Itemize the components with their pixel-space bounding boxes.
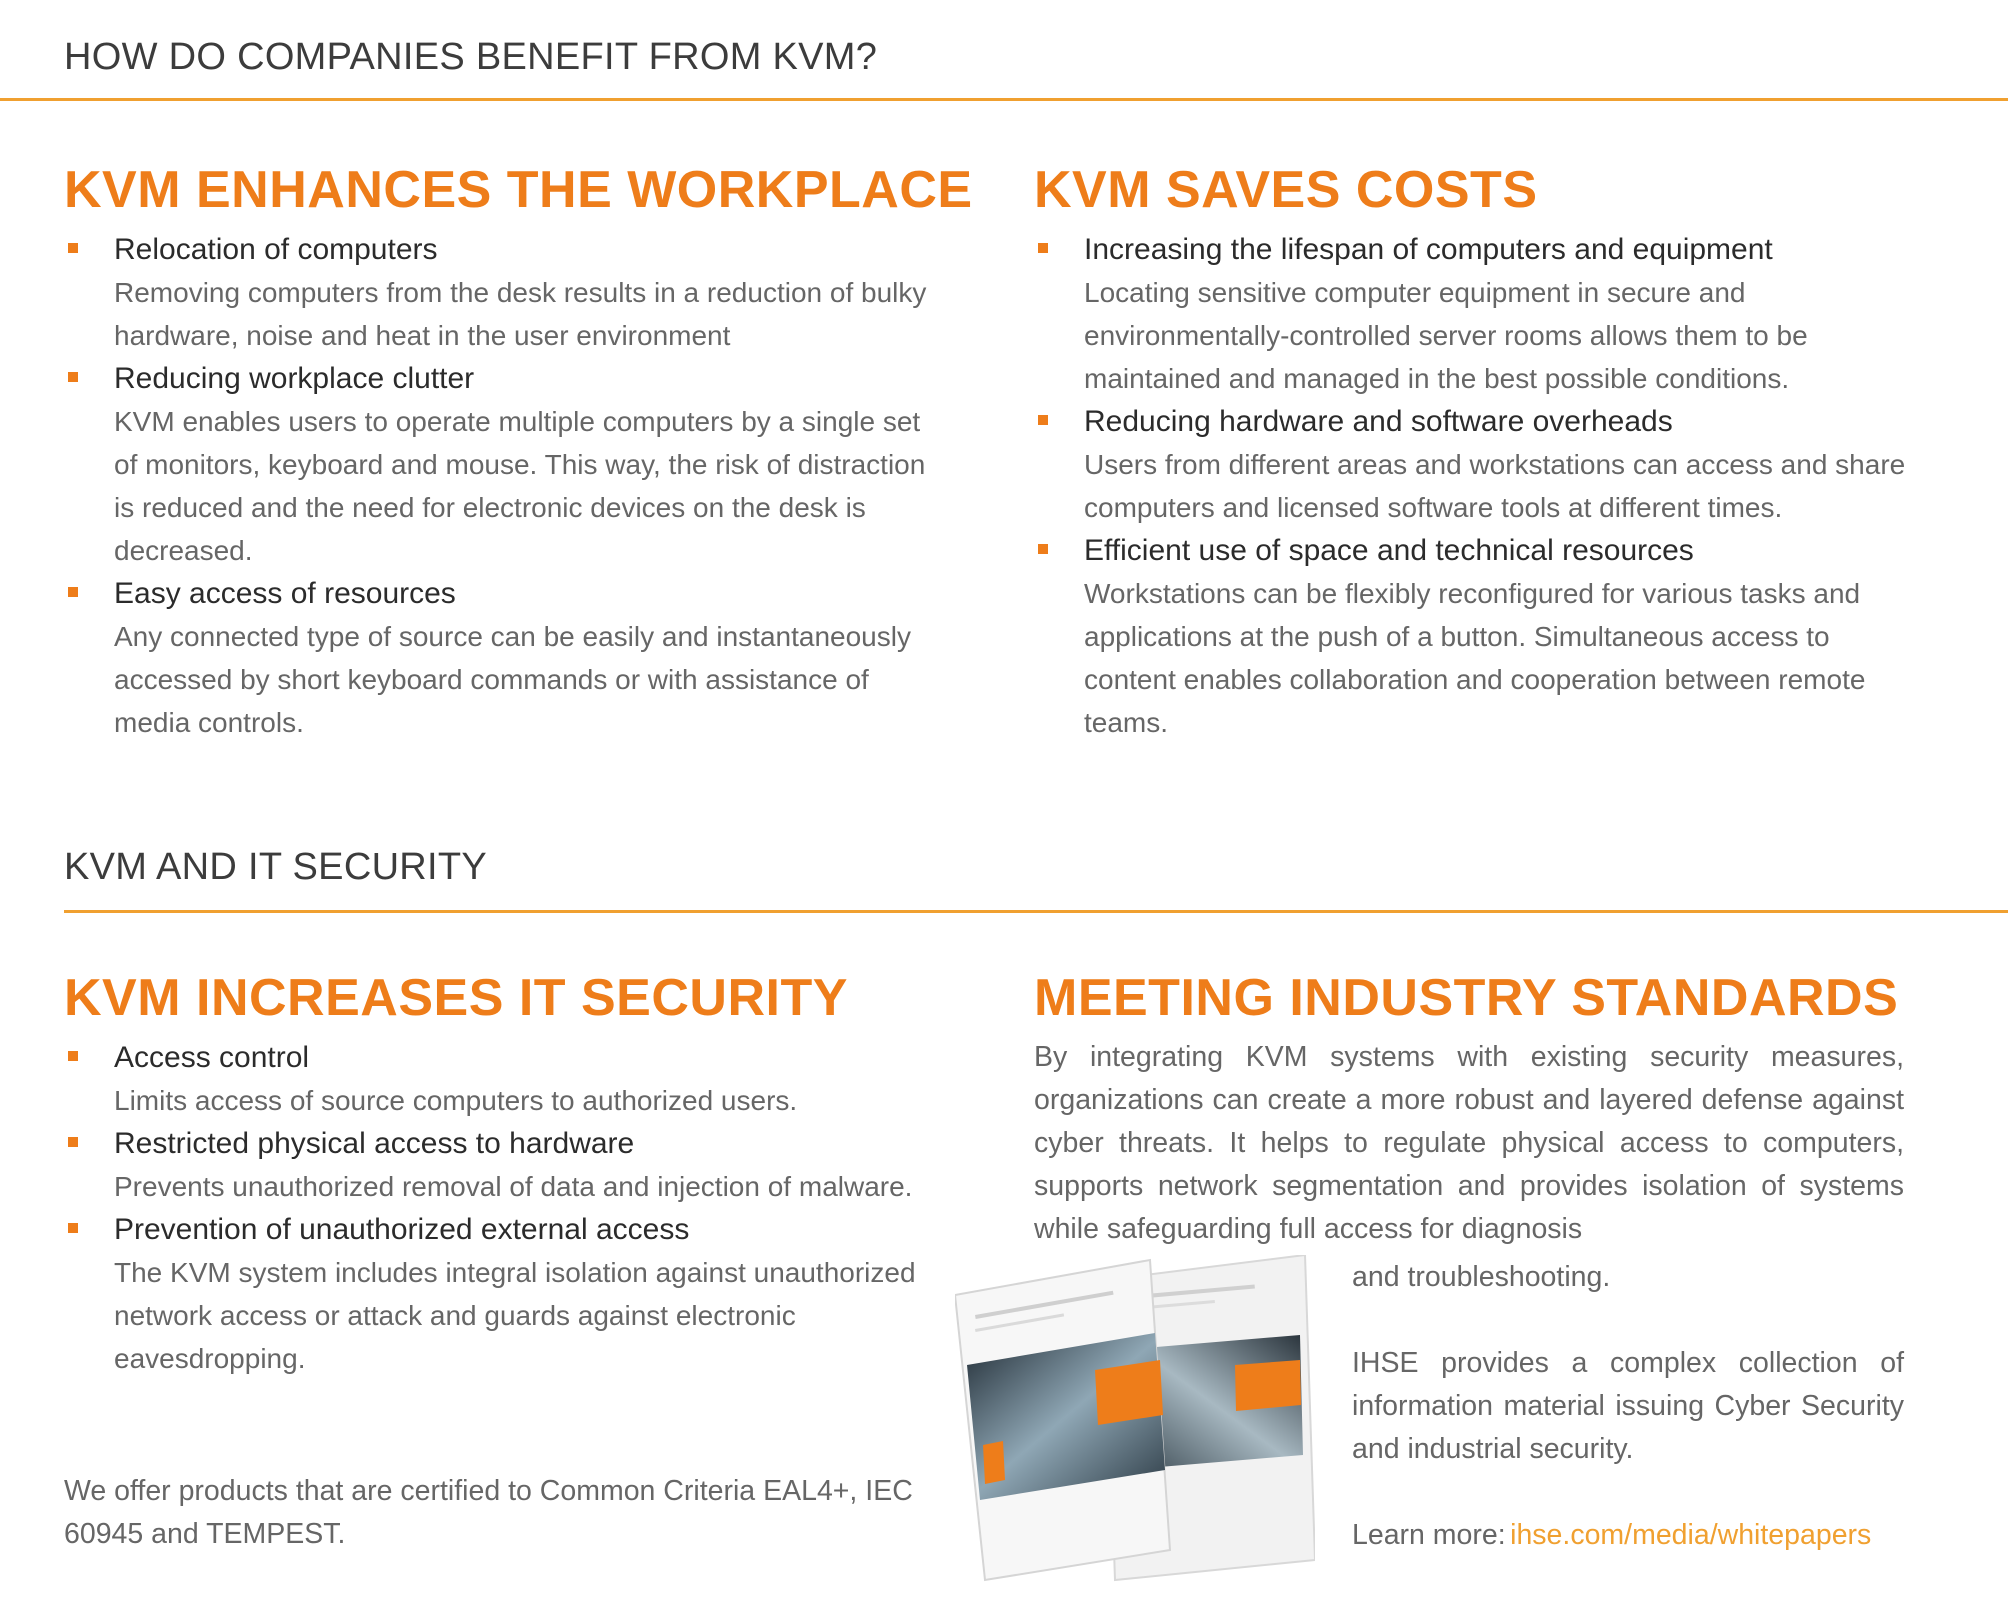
- certification-text: We offer products that are certified to Common Criteria EAL4+, IEC 60945 and TEMPEST.: [64, 1475, 913, 1550]
- whitepaper-brochures-image: [955, 1255, 1315, 1585]
- section-divider: [0, 98, 2008, 101]
- workplace-list: [64, 228, 944, 744]
- workplace-heading: KVM ENHANCES THE WORKPLACE: [64, 161, 973, 219]
- item-desc: Workstations can be flexibly reconfigured for various tasks and applications at the push of a button. Simultaneous access to content enables collaboration and cooperation between remote teams.: [1084, 578, 1866, 738]
- standards-heading: MEETING INDUSTRY STANDARDS: [1034, 969, 1899, 1027]
- bullet-square-icon: [68, 1051, 78, 1061]
- collection-block: [1352, 1342, 1904, 1471]
- brochure-front: [955, 1260, 1170, 1580]
- bullet-square-icon: [68, 372, 78, 382]
- item-desc: Limits access of source computers to authorized users.: [114, 1085, 798, 1116]
- list-item: [64, 572, 944, 744]
- costs-column: [1034, 160, 1914, 744]
- item-desc: Users from different areas and workstations can access and share computers and licensed software tools at different times.: [1084, 449, 1906, 523]
- item-desc: Prevents unauthorized removal of data and injection of malware.: [114, 1171, 913, 1202]
- item-title: Access control: [114, 1041, 310, 1074]
- list-item: [64, 1036, 944, 1122]
- list-item: [64, 1122, 944, 1208]
- item-desc: Any connected type of source can be easily and instantaneously accessed by short keyboard commands or with assistance of media controls.: [114, 621, 911, 738]
- list-item: [1034, 228, 1914, 400]
- list-item: [1034, 529, 1914, 744]
- item-title: Efficient use of space and technical resources: [1084, 534, 1694, 567]
- costs-list: [1034, 228, 1914, 744]
- standards-column: [1034, 968, 1904, 1251]
- bullet-square-icon: [68, 1223, 78, 1233]
- item-title: Restricted physical access to hardware: [114, 1127, 635, 1160]
- item-desc: Removing computers from the desk results in a reduction of bulky hardware, noise and heat in the user environment: [114, 277, 927, 351]
- section-title-security: KVM AND IT SECURITY: [64, 846, 488, 888]
- costs-heading: KVM SAVES COSTS: [1034, 161, 1538, 219]
- workplace-column: [64, 160, 973, 744]
- security-heading: KVM INCREASES IT SECURITY: [64, 969, 848, 1027]
- paragraph-end-text: and troubleshooting.: [1352, 1261, 1611, 1293]
- learn-more-label: Learn more:: [1352, 1519, 1506, 1551]
- list-item: [64, 228, 944, 357]
- item-title: Easy access of resources: [114, 577, 456, 610]
- bullet-square-icon: [68, 1137, 78, 1147]
- list-item: [64, 1208, 944, 1380]
- standards-paragraph-end: [1352, 1256, 1904, 1299]
- security-list: [64, 1036, 944, 1380]
- learn-more-block: [1352, 1514, 1904, 1557]
- item-title: Increasing the lifespan of computers and equipment: [1084, 233, 1773, 266]
- section-title-benefits: HOW DO COMPANIES BENEFIT FROM KVM?: [64, 36, 878, 78]
- standards-paragraph: By integrating KVM systems with existing security measures, organizations can create a more robust and layered defense against cyber threats. It helps to regulate physical access to computers, supports network segmentation and provides isolation of systems while safeguarding full access for diagnosis: [1034, 1041, 1904, 1245]
- security-column: [64, 968, 944, 1380]
- section-divider: [64, 910, 2008, 913]
- bullet-square-icon: [1038, 544, 1048, 554]
- item-title: Relocation of computers: [114, 233, 438, 266]
- item-title: Reducing hardware and software overheads: [1084, 405, 1673, 438]
- bullet-square-icon: [68, 587, 78, 597]
- bullet-square-icon: [1038, 243, 1048, 253]
- list-item: [64, 357, 944, 572]
- list-item: [1034, 400, 1914, 529]
- whitepapers-link[interactable]: ihse.com/media/whitepapers: [1510, 1519, 1872, 1551]
- item-title: Prevention of unauthorized external access: [114, 1213, 690, 1246]
- item-desc: Locating sensitive computer equipment in secure and environmentally-controlled server rooms allows them to be maintained and managed in the best possible conditions.: [1084, 277, 1808, 394]
- collection-text: IHSE provides a complex collection of information material issuing Cyber Security and industrial security.: [1352, 1347, 1904, 1465]
- item-title: Reducing workplace clutter: [114, 362, 475, 395]
- item-desc: The KVM system includes integral isolation against unauthorized network access or attack and guards against electronic eavesdropping.: [114, 1257, 916, 1374]
- item-desc: KVM enables users to operate multiple computers by a single set of monitors, keyboard and mouse. This way, the risk of distraction is reduced and the need for electronic devices on the desk is decreased.: [114, 406, 926, 566]
- bullet-square-icon: [68, 243, 78, 253]
- bullet-square-icon: [1038, 415, 1048, 425]
